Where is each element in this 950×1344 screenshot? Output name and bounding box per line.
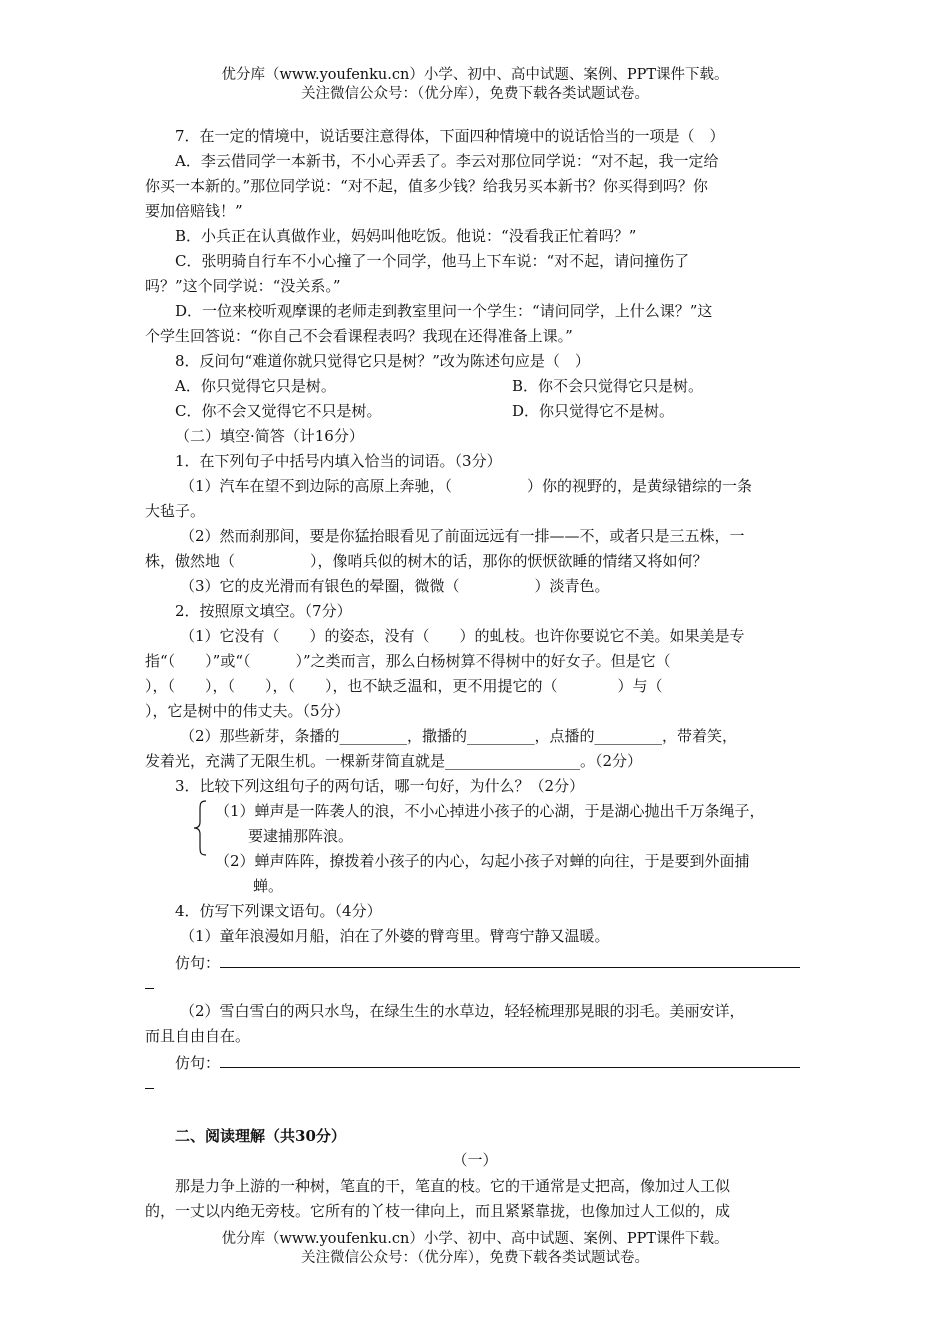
- reading-paragraph-line1: 那是力争上游的一种树，笔直的干，笔直的枝。它的干通常是丈把高，像加过人工似: [175, 1177, 731, 1195]
- fill-q2-item1-line2: 指“（ ）”或“（ ）”之类而言，那么白杨树算不得树中的好女子。但是它（: [145, 652, 671, 670]
- q8-stem: 8．反问句“难道你就只觉得它只是树？”改为陈述句应是（ ）: [175, 352, 590, 370]
- fill-q1-item2-line1: （2）然而刹那间，要是你猛抬眼看见了前面远远有一排——不，或者只是三五株，一: [180, 527, 745, 545]
- section-heading-fill-answer: （二）填空·简答（计16分）: [175, 427, 364, 445]
- answer-line-1[interactable]: [220, 951, 800, 968]
- answer-line-2[interactable]: [220, 1051, 800, 1068]
- fill-q2-item2-line2: 发着光，充满了无限生机。一棵新芽简直就是__________________。（2分）: [145, 752, 643, 770]
- reading-paragraph-line2: 的，一丈以内绝无旁枝。它所有的丫枝一律向上，而且紧紧靠拢，也像加过人工似的，成: [145, 1202, 731, 1220]
- q7-option-a-line2: 你买一本新的。”那位同学说：“对不起，值多少钱？给我另买本新书？你买得到吗？你: [145, 177, 708, 195]
- fill-q4-item2-line1: （2）雪白雪白的两只水鸟，在绿生生的水草边，轻轻梳理那晃眼的羽毛。美丽安详，: [180, 1002, 745, 1020]
- fangju-label-2: [175, 1051, 800, 1073]
- page-header: [0, 66, 950, 104]
- answer-line-2-end: [145, 1088, 154, 1089]
- header-line-1: 优分库（www.youfenku.cn）小学、初中、高中试题、案例、PPT课件下载。: [221, 67, 729, 83]
- answer-line-1-end: [145, 988, 154, 989]
- q7-option-b: B．小兵正在认真做作业，妈妈叫他吃饭。他说：“没看我正忙着吗？”: [175, 227, 637, 245]
- curly-brace-icon: [193, 800, 207, 856]
- q7-option-c-line1: C．张明骑自行车不小心撞了一个同学，他马上下车说：“对不起，请问撞伤了: [175, 252, 690, 270]
- q7-option-a-line1: A．李云借同学一本新书，不小心弄丢了。李云对那位同学说：“对不起，我一定给: [175, 152, 719, 170]
- fill-q1-stem: 1．在下列句子中括号内填入恰当的词语。（3分）: [175, 452, 502, 470]
- fill-q2-item1-line4: ），它是树中的伟丈夫。（5分）: [145, 702, 350, 720]
- fill-q4-stem: 4．仿写下列课文语句。（4分）: [175, 902, 382, 920]
- fill-q4-item1: （1）童年浪漫如月船，泊在了外婆的臂弯里。臂弯宁静又温暖。: [180, 927, 610, 945]
- q7-option-a-line3: 要加倍赔钱！”: [145, 202, 243, 220]
- fangju-text-2: 仿句：: [175, 1054, 221, 1072]
- fill-q2-item1-line3: ），（ ），（ ），（ ），也不缺乏温和，更不用提它的（ ）与（: [145, 677, 663, 695]
- fill-q3-stem: 3．比较下列这组句子的两句话，哪一句好，为什么？（2分）: [175, 777, 585, 795]
- q7-option-d-line2: 个学生回答说：“你自己不会看课程表吗？我现在还得准备上课。”: [145, 327, 573, 345]
- q7-stem: 7．在一定的情境中，说话要注意得体，下面四种情境中的说话恰当的一项是（ ）: [175, 127, 725, 145]
- fangju-text-1: 仿句：: [175, 954, 221, 972]
- footer-line-2: 关注微信公众号：（优分库），免费下载各类试题试卷。: [301, 1250, 649, 1266]
- reading-section-heading: 二、阅读理解（共30分）: [175, 1127, 346, 1145]
- fill-q2-item1-line1: （1）它没有（ ）的姿态，没有（ ）的虬枝。也许你要说它不美。如果美是专: [180, 627, 745, 645]
- fill-q3-sentence1-line2: 要逮捕那阵浪。: [248, 827, 354, 845]
- q8-option-b: B．你不会只觉得它只是树。: [512, 377, 704, 395]
- q7-option-c-line2: 吗？”这个同学说：“没关系。”: [145, 277, 341, 295]
- q7-option-d-line1: D．一位来校听观摩课的老师走到教室里问一个学生：“请问同学，上什么课？”这: [175, 302, 713, 320]
- fill-q3-sentence1-line1: （1）蝉声是一阵袭人的浪，不小心掉进小孩子的心湖，于是湖心抛出千万条绳子，: [215, 802, 765, 820]
- footer-line-1: 优分库（www.youfenku.cn）小学、初中、高中试题、案例、PPT课件下载。: [221, 1231, 729, 1247]
- fangju-label-1: [175, 951, 800, 973]
- fill-q1-item1-line2: 大毡子。: [145, 502, 206, 520]
- fill-q3-sentence2-line2: 蝉。: [253, 877, 284, 895]
- page-footer: [0, 1230, 950, 1268]
- q8-option-d: D．你只觉得它不是树。: [512, 402, 675, 420]
- header-line-2: 关注微信公众号：（优分库），免费下载各类试题试卷。: [301, 86, 649, 102]
- fill-q1-item3: （3）它的皮光滑而有银色的晕圈，微微（ ）淡青色。: [180, 577, 610, 595]
- q8-option-a: A．你只觉得它只是树。: [175, 377, 336, 395]
- fill-q2-stem: 2．按照原文填空。（7分）: [175, 602, 352, 620]
- reading-subheading: （一）: [452, 1151, 498, 1169]
- fill-q3-sentence2-line1: （2）蝉声阵阵，撩拨着小孩子的内心，勾起小孩子对蝉的向往，于是要到外面捕: [215, 852, 750, 870]
- fill-q1-item2-line2: 株，傲然地（ ），像哨兵似的树木的话，那你的恹恹欲睡的情绪又将如何？: [145, 552, 708, 570]
- fill-q4-item2-line2: 而且自由自在。: [145, 1027, 251, 1045]
- q8-option-c: C．你不会又觉得它不只是树。: [175, 402, 382, 420]
- fill-q2-item2-line1: （2）那些新芽，条播的_________，撒播的_________，点播的_________，带着笑，: [180, 727, 738, 745]
- fill-q1-item1-line1: （1）汽车在望不到边际的高原上奔驰，（ ）你的视野的，是黄绿错综的一条: [180, 477, 753, 495]
